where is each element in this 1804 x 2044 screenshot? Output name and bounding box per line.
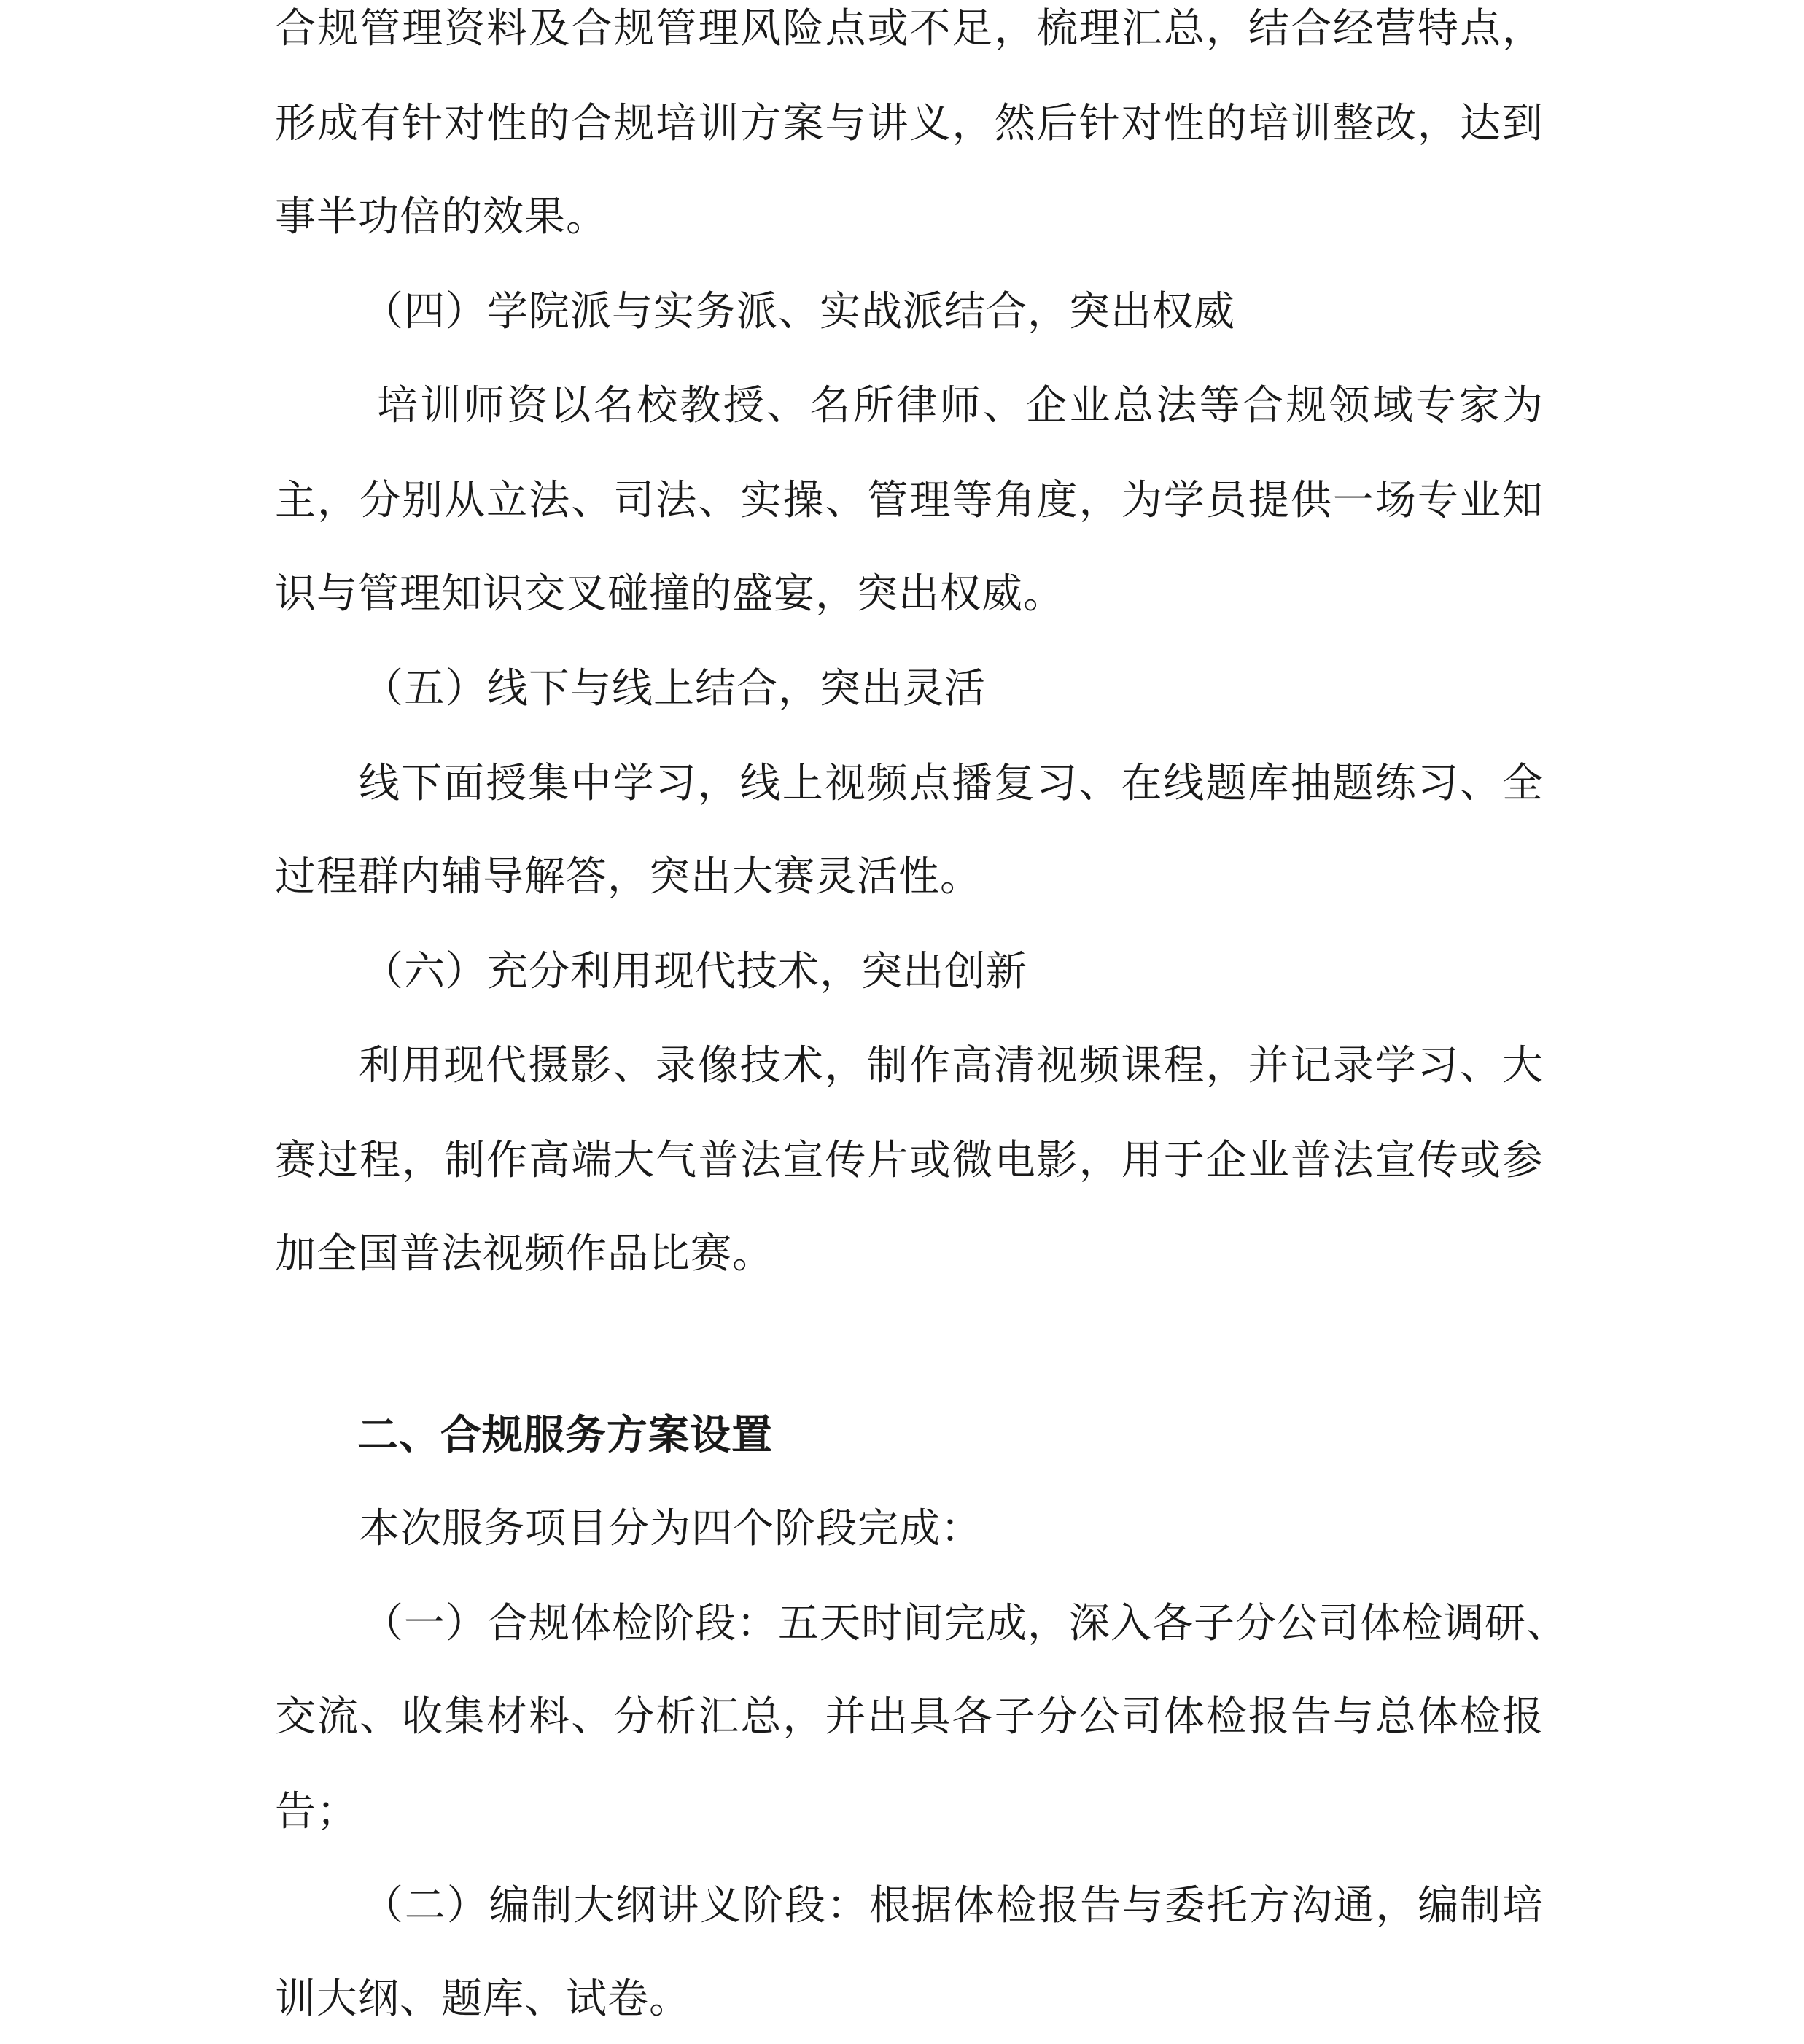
paragraph-line: 过程群内辅导解答，突出大赛灵活性。 [275, 853, 981, 901]
paragraph-line: 赛过程，制作高端大气普法宣传片或微电影，用于企业普法宣传或参 [275, 1137, 1544, 1184]
paragraph-line: 形成有针对性的合规培训方案与讲义，然后针对性的培训整改，达到 [275, 100, 1544, 147]
paragraph-line: 加全国普法视频作品比赛。 [275, 1230, 774, 1278]
paragraph-line: 主，分别从立法、司法、实操、管理等角度，为学员提供一场专业知 [275, 477, 1544, 524]
paragraph-line: 培训师资以名校教授、名所律师、企业总法等合规领域专家为 [377, 382, 1544, 430]
chapter-heading: 二、合规服务方案设置 [357, 1411, 773, 1459]
paragraph-line: 合规管理资料及合规管理风险点或不足，梳理汇总，结合经营特点， [275, 5, 1544, 53]
section-heading-6: （六）充分利用现代技术，突出创新 [362, 948, 1027, 995]
paragraph-line: 事半功倍的效果。 [275, 193, 607, 241]
paragraph-line: （二）编制大纲讲义阶段：根据体检报告与委托方沟通，编制培 [362, 1882, 1544, 1930]
paragraph-line: 交流、收集材料、分析汇总，并出具各子分公司体检报告与总体检报 [275, 1693, 1544, 1741]
paragraph-line: 识与管理知识交叉碰撞的盛宴，突出权威。 [275, 570, 1065, 618]
paragraph-line: 线下面授集中学习，线上视频点播复习、在线题库抽题练习、全 [359, 760, 1544, 807]
paragraph-line: 本次服务项目分为四个阶段完成： [359, 1505, 982, 1553]
section-heading-5: （五）线下与线上结合，突出灵活 [362, 665, 986, 712]
paragraph-line: （一）合规体检阶段：五天时间完成，深入各子分公司体检调研、 [362, 1600, 1568, 1647]
paragraph-line: 训大纲、题库、试卷。 [275, 1975, 691, 2023]
paragraph-line: 利用现代摄影、录像技术，制作高清视频课程，并记录学习、大 [359, 1042, 1544, 1089]
paragraph-line: 告； [275, 1788, 358, 1835]
section-heading-4: （四）学院派与实务派、实战派结合，突出权威 [362, 288, 1235, 335]
